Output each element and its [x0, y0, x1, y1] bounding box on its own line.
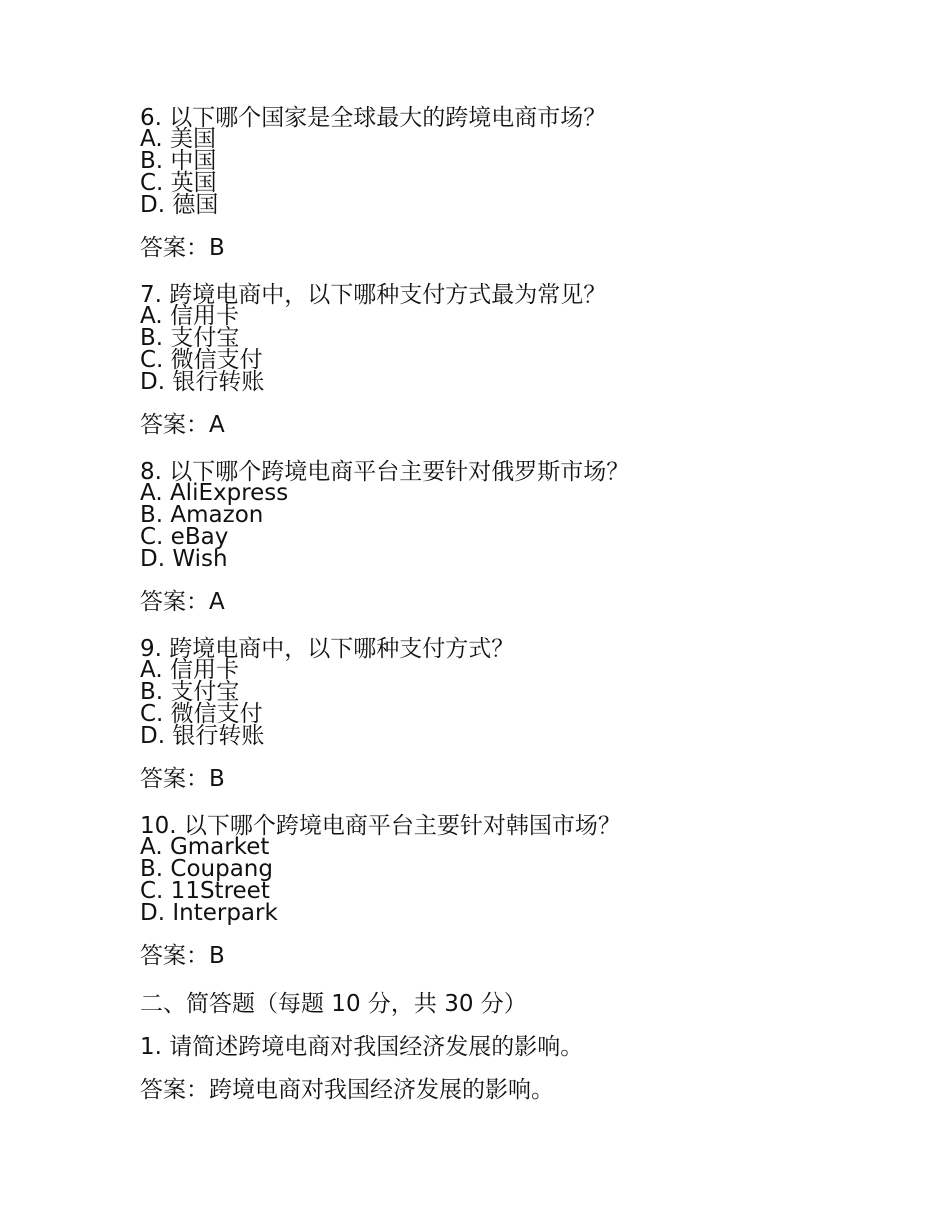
question-title: 8. 以下哪个跨境电商平台主要针对俄罗斯市场？: [140, 459, 630, 485]
question-8: [140, 458, 900, 617]
question-10: [140, 812, 900, 971]
option-a: A. AliExpress: [140, 480, 289, 506]
option-d: D. 德国: [140, 192, 219, 218]
short-answer-question-1: 1. 请简述跨境电商对我国经济发展的影响。: [140, 1034, 584, 1060]
option-a: A. Gmarket: [140, 834, 270, 860]
option-b: B. Amazon: [140, 502, 264, 528]
answer-text: 答案：B: [140, 766, 225, 792]
answer-text: 答案：A: [140, 589, 225, 615]
option-d: D. 银行转账: [140, 369, 265, 395]
option-list: [140, 305, 900, 393]
option-list: [140, 128, 900, 216]
option-a: A. 信用卡: [140, 657, 239, 683]
document-page: [140, 104, 900, 1105]
option-c: C. eBay: [140, 524, 229, 550]
answer-text: 答案：B: [140, 235, 225, 261]
answer-text: 答案：B: [140, 943, 225, 969]
question-title: 10. 以下哪个跨境电商平台主要针对韩国市场？: [140, 813, 621, 839]
section-title-short-answer: 二、简答题（每题 10 分，共 30 分）: [140, 991, 527, 1017]
option-b: B. 支付宝: [140, 325, 240, 351]
option-a: A. 信用卡: [140, 303, 239, 329]
option-list: [140, 482, 900, 570]
question-6: [140, 104, 900, 263]
question-title: 9. 跨境电商中，以下哪种支付方式？: [140, 636, 515, 662]
option-list: [140, 659, 900, 747]
question-7: [140, 281, 900, 440]
option-c: C. 微信支付: [140, 701, 263, 727]
option-c: C. 英国: [140, 170, 217, 196]
option-d: D. 银行转账: [140, 723, 265, 749]
option-list: [140, 836, 900, 924]
question-9: [140, 635, 900, 794]
option-c: C. 11Street: [140, 878, 270, 904]
option-b: B. 中国: [140, 148, 217, 174]
option-c: C. 微信支付: [140, 347, 263, 373]
option-b: B. 支付宝: [140, 679, 240, 705]
option-a: A. 美国: [140, 126, 216, 152]
short-answer-answer-1: 答案：跨境电商对我国经济发展的影响。: [140, 1077, 554, 1103]
question-title: 7. 跨境电商中，以下哪种支付方式最为常见？: [140, 282, 607, 308]
option-b: B. Coupang: [140, 856, 273, 882]
option-d: D. Interpark: [140, 900, 278, 926]
option-d: D. Wish: [140, 546, 228, 572]
question-title: 6. 以下哪个国家是全球最大的跨境电商市场？: [140, 105, 607, 131]
answer-text: 答案：A: [140, 412, 225, 438]
